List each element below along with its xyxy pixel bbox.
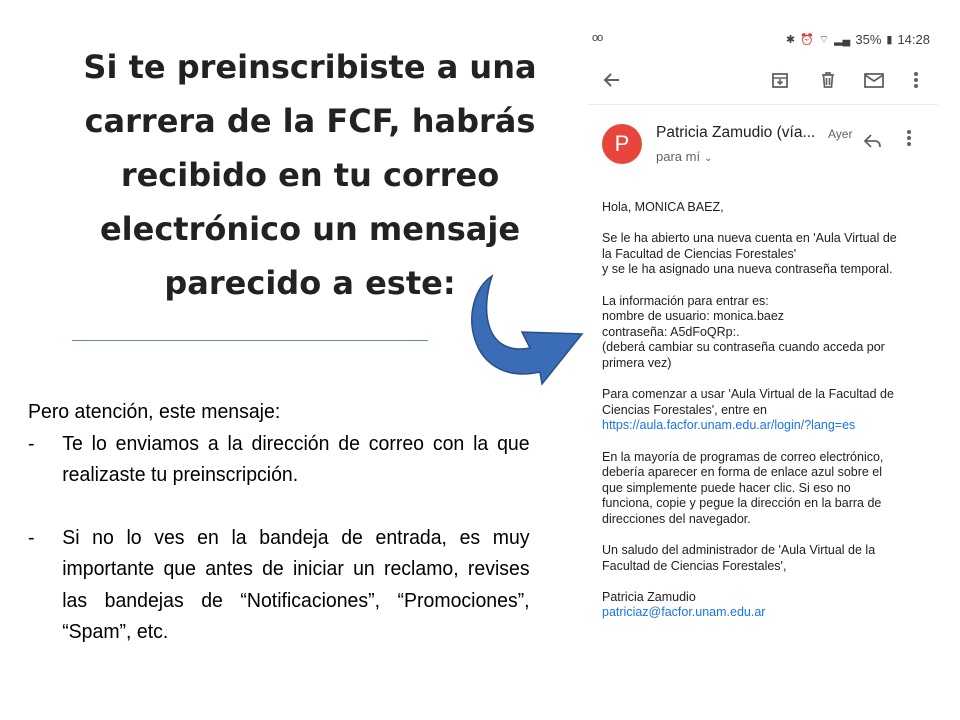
email-line: funciona, copie y pegue la dirección en la barra de [602,496,882,511]
battery-icon: ▮ [886,34,893,46]
signature-name: Patricia Zamudio [602,589,696,604]
wifi-icon: ⌔ [818,33,830,46]
email-line: En la mayoría de programas de correo electrónico, [602,449,884,464]
email-date: Ayer [828,127,853,141]
reply-icon[interactable] [863,130,883,156]
email-line: (deberá cambiar su contraseña cuando acceda por [602,340,885,355]
battery-percent: 35% [855,32,882,47]
avatar[interactable]: P [602,124,642,164]
more-vert-icon[interactable] [902,66,930,94]
list-item-text: Si no lo ves en la bandeja de entrada, es muy importante que antes de iniciar un reclamo, revises las bandejas de “Notificaciones”, “Promociones”, “Spam”, etc. [62,525,530,643]
email-line: La información para entrar es: [602,293,769,308]
email-line: Facultad de Ciencias Forestales', [602,558,787,573]
email-line: la Facultad de Ciencias Forestales' [602,246,797,261]
notice-block [28,396,530,648]
sender-name: Patricia Zamudio (vía... [656,124,816,141]
email-paragraph [602,294,932,372]
email-body [602,200,932,637]
delete-icon[interactable] [814,66,842,94]
email-line: primera vez) [602,355,672,370]
email-paragraph [602,231,932,278]
status-bar [588,26,938,54]
signature-email-link[interactable]: patriciaz@facfor.unam.edu.ar [602,605,766,620]
email-greeting: Hola, MONICA BAEZ, [602,200,724,214]
email-line: Ciencias Forestales', entre en [602,402,767,417]
recipient-toggle[interactable] [656,149,712,164]
voicemail-icon: oo [592,32,603,44]
email-line: debería aparecer en forma de enlace azul sobre el [602,465,883,480]
notice-intro: Pero atención, este mensaje: [28,400,281,423]
slide-heading: Si te preinscribiste a una carrera de la FCF, habrás recibido en tu correo electrónico un mensaje parecido a este: [83,48,537,302]
notice-list [28,428,530,648]
chevron-down-icon: ⌄ [704,153,713,164]
login-link[interactable]: https://aula.facfor.unam.edu.ar/login/?lang=es [602,418,856,433]
divider-line [72,340,428,341]
email-line: Un saludo del administrador de 'Aula Virtual de la [602,543,876,558]
email-line: Se le ha abierto una nueva cuenta en 'Aula Virtual de [602,231,897,246]
signal-icon: ▂▄ [834,34,851,46]
phone-screenshot [588,26,938,666]
mail-icon[interactable] [860,66,888,94]
email-paragraph [602,450,932,528]
more-vert-icon[interactable] [906,128,912,154]
back-arrow-icon[interactable] [598,66,626,94]
email-line: que simplemente puede hacer clic. Si eso no [602,480,851,495]
bullet-dash: - [28,431,35,455]
archive-icon[interactable] [766,66,794,94]
list-item [28,522,530,648]
clock-time: 14:28 [897,32,930,47]
email-line: contraseña: A5dFoQRp:. [602,324,740,339]
email-line: direcciones del navegador. [602,511,751,526]
alarm-icon: ⏰ [800,34,814,46]
list-item [28,428,530,491]
bullet-dash: - [28,525,35,549]
email-header [588,116,938,176]
email-line: y se le ha asignado una nueva contraseña temporal. [602,262,893,277]
email-paragraph [602,543,932,574]
recipient-label: para mí [656,149,701,164]
email-paragraph [602,387,932,434]
email-line: nombre de usuario: monica.baez [602,309,785,324]
email-line: Para comenzar a usar 'Aula Virtual de la Facultad de [602,387,894,402]
status-indicators [786,32,930,47]
email-signature [602,590,932,621]
list-item-text: Te lo enviamos a la dirección de correo con la que realizaste tu preinscripción. [62,431,530,486]
bluetooth-icon: ✱ [785,34,796,46]
mail-toolbar [588,56,938,105]
